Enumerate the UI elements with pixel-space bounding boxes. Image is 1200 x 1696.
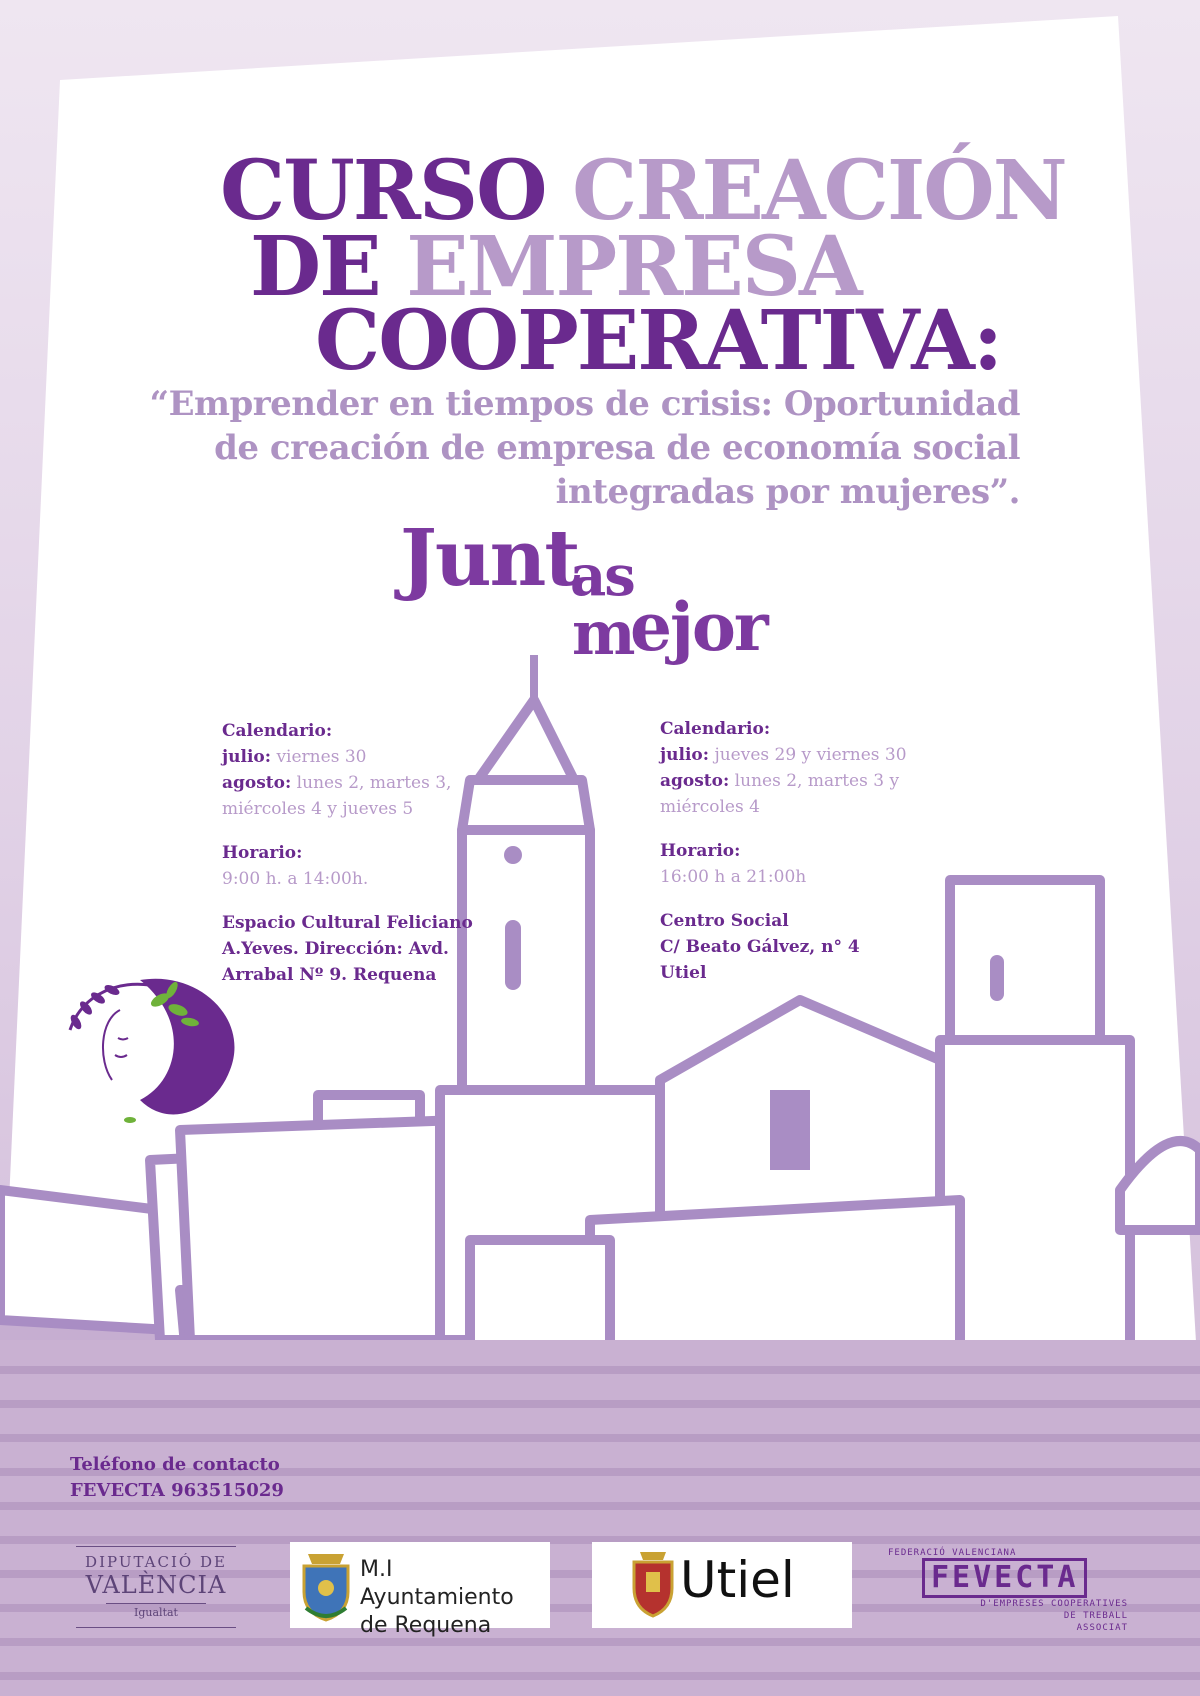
contact-info xyxy=(70,1452,284,1504)
utiel-horario-label: Horario: xyxy=(660,841,741,861)
diputacio-valencia-logo xyxy=(76,1546,236,1628)
fevecta-top-text: FEDERACIÓ VALENCIANA xyxy=(888,1548,1017,1558)
slogan-ejor: ejor xyxy=(630,588,767,666)
utiel-place-1: Centro Social xyxy=(660,911,789,931)
requena-horario-label: Horario: xyxy=(222,843,303,863)
utiel-agosto-value: lunes 2, martes 3 y xyxy=(729,771,900,791)
requena-logo xyxy=(290,1542,550,1638)
requena-coat-of-arms-icon xyxy=(298,1548,354,1622)
fevecta-bottom-line-1: D'EMPRESES COOPERATIVES xyxy=(980,1599,1128,1609)
woman-leaf-logo-icon xyxy=(60,960,250,1130)
slogan-m: m xyxy=(572,599,634,669)
subtitle xyxy=(140,382,1020,514)
utiel-place-3: Utiel xyxy=(660,963,707,983)
requena-julio-label: julio: xyxy=(222,747,272,767)
requena-info xyxy=(222,718,482,1006)
requena-place-1: Espacio Cultural Feliciano xyxy=(222,913,473,933)
slogan-as: as xyxy=(570,543,634,609)
subtitle-line-2: de creación de empresa de economía social xyxy=(214,428,1020,468)
fevecta-logo xyxy=(888,1548,1128,1634)
utiel-julio-value: jueves 29 y viernes 30 xyxy=(709,745,907,765)
requena-logo-line-2: de Requena xyxy=(360,1613,492,1638)
utiel-agosto-value-2: miércoles 4 xyxy=(660,797,760,817)
slogan-junt: Junt xyxy=(400,513,579,604)
fevecta-bottom-line-3: ASSOCIAT xyxy=(1076,1623,1128,1633)
diputacio-line-1: DIPUTACIÓ DE xyxy=(85,1553,227,1571)
utiel-calendar-label: Calendario: xyxy=(660,719,771,739)
utiel-julio-label: julio: xyxy=(660,745,710,765)
requena-place-2: A.Yeves. Dirección: Avd. xyxy=(222,939,449,959)
title-word-empresa: EMPRESA xyxy=(406,219,861,315)
requena-calendar-label: Calendario: xyxy=(222,721,333,741)
title-line-3 xyxy=(315,293,1095,389)
fevecta-bottom-line-2: DE TREBALL xyxy=(1063,1611,1128,1621)
requena-horario-value: 9:00 h. a 14:00h. xyxy=(222,869,369,889)
utiel-place-2: C/ Beato Gálvez, n° 4 xyxy=(660,937,860,957)
utiel-logo-text: Utiel xyxy=(680,1551,795,1609)
contact-label: Teléfono de contacto xyxy=(70,1454,280,1475)
utiel-logo xyxy=(592,1542,852,1628)
requena-place-3: Arrabal Nº 9. Requena xyxy=(222,965,437,985)
utiel-coat-of-arms-icon xyxy=(630,1548,676,1622)
diputacio-line-3: Igualtat xyxy=(106,1603,206,1619)
fevecta-main-text: FEVECTA xyxy=(922,1558,1087,1598)
title-word-creacion: CREACIÓN xyxy=(572,143,1066,239)
requena-agosto-value-2: miércoles 4 y jueves 5 xyxy=(222,799,414,819)
requena-julio-value: viernes 30 xyxy=(271,747,367,767)
title-word-curso: CURSO xyxy=(220,143,546,239)
requena-logo-text xyxy=(360,1556,550,1640)
requena-agosto-label: agosto: xyxy=(222,773,292,793)
subtitle-line-1: “Emprender en tiempos de crisis: Oportunidad xyxy=(149,384,1020,424)
utiel-info xyxy=(660,716,930,1004)
utiel-horario-value: 16:00 h a 21:00h xyxy=(660,867,807,887)
contact-phone: FEVECTA 963515029 xyxy=(70,1480,284,1501)
title-word-cooperativa: COOPERATIVA: xyxy=(315,293,1002,389)
title-word-de: DE xyxy=(250,219,380,315)
requena-agosto-value: lunes 2, martes 3, xyxy=(291,773,452,793)
utiel-agosto-label: agosto: xyxy=(660,771,730,791)
diputacio-line-2: VALÈNCIA xyxy=(85,1571,227,1599)
requena-logo-line-1: M.I Ayuntamiento xyxy=(360,1557,514,1610)
bottom-stripes xyxy=(0,1340,1200,1696)
subtitle-line-3: integradas por mujeres”. xyxy=(555,472,1020,512)
